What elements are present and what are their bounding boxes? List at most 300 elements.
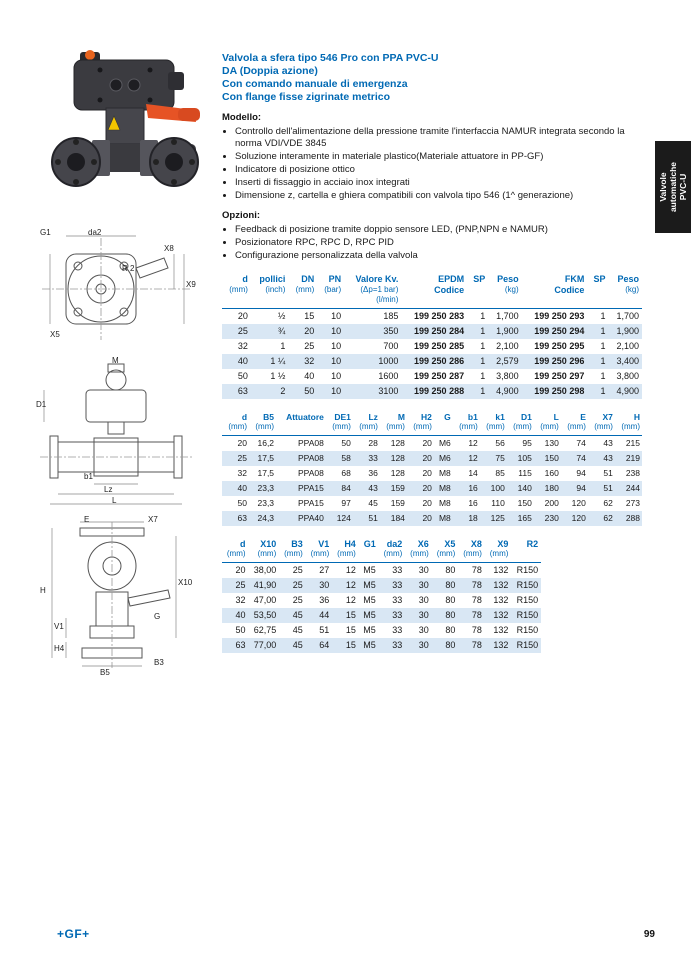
table-cell: 350 <box>383 325 399 336</box>
table-cell: 33 <box>368 452 378 463</box>
table-cell: 10 <box>331 310 342 321</box>
table-cell: 1 <box>600 385 606 396</box>
column-header: Lz (mm) <box>353 412 380 436</box>
dimension-label: B3 <box>154 658 164 667</box>
table-cell: 62 <box>603 497 613 508</box>
table-cell: 38,00 <box>253 564 277 575</box>
table-cell: 80 <box>445 609 456 620</box>
table-cell: 20 <box>422 437 432 448</box>
column-header: Valore Kv. (Δp=1 bar) (l/min) <box>344 274 401 308</box>
table-cell: PPA08 <box>298 437 324 448</box>
table-cell: M5 <box>363 609 376 620</box>
table-cell: 20 <box>237 437 248 448</box>
table-cell: 3100 <box>378 385 399 396</box>
table-cell: 94 <box>576 467 586 478</box>
front-view-graphic <box>36 358 196 510</box>
table-cell: 33 <box>392 579 403 590</box>
dimension-label: G1 <box>40 228 51 237</box>
table-cell: 20 <box>422 512 432 523</box>
column-header: R2 <box>511 539 541 563</box>
table-cell: R150 <box>516 594 539 605</box>
table-cell: 184 <box>390 512 405 523</box>
table-cell: 120 <box>571 497 586 508</box>
table-row <box>222 384 642 399</box>
section-tab-line: automatiche <box>668 161 678 213</box>
table-cell: 12 <box>468 452 478 463</box>
table-row <box>222 638 541 653</box>
bullet-item: • Dimensione z, cartella e ghiera compatibili con valvola tipo 546 (1^ generazione) <box>235 190 642 202</box>
table-cell: 78 <box>471 624 482 635</box>
table-cell: 20 <box>422 452 432 463</box>
table-cell: 128 <box>390 452 405 463</box>
table-cell: 12 <box>468 437 478 448</box>
table-cell: 43 <box>603 437 613 448</box>
page-number: 99 <box>643 929 655 940</box>
table-cell: 215 <box>625 437 640 448</box>
section-tab <box>655 141 691 233</box>
table-cell: 30 <box>418 564 429 575</box>
table-row <box>222 481 642 496</box>
modello-bullet-list <box>222 126 642 202</box>
column-header: M (mm) <box>380 412 407 436</box>
table-cell: 199 250 298 <box>534 385 585 396</box>
table-cell: 64 <box>319 639 330 650</box>
table-cell: 17,5 <box>257 467 275 478</box>
table-cell: 45 <box>292 639 303 650</box>
table-cell: 94 <box>576 482 586 493</box>
table-cell: 199 250 294 <box>534 325 585 336</box>
column-header: DN (mm) <box>288 274 317 308</box>
table-cell: M8 <box>438 497 451 508</box>
table-cell: 77,00 <box>253 639 277 650</box>
table-cell: 15 <box>345 639 356 650</box>
table-cell: 10 <box>331 340 342 351</box>
table-row <box>222 578 541 593</box>
table-cell: 80 <box>445 639 456 650</box>
table-cell: 33 <box>392 609 403 620</box>
table-cell: 33 <box>392 564 403 575</box>
column-header: d (mm) <box>222 539 249 563</box>
dimension-label: b1 <box>84 472 93 481</box>
table-cell: 32 <box>237 467 248 478</box>
table-cell: 199 250 288 <box>414 385 465 396</box>
table-cell: M5 <box>363 579 376 590</box>
table-cell: 45 <box>292 609 303 620</box>
dimension-label: R 2 <box>122 264 135 273</box>
table-cell: 12 <box>345 579 356 590</box>
table-cell: 58 <box>341 452 351 463</box>
bullet-item: • Posizionatore RPC, RPC D, RPC PID <box>235 237 642 249</box>
column-header: d (mm) <box>222 412 249 436</box>
table-cell: 15 <box>345 609 356 620</box>
table-cell: 80 <box>445 594 456 605</box>
table-cell: 199 250 285 <box>414 340 465 351</box>
table-cell: 50 <box>304 385 315 396</box>
table-cell: 78 <box>471 609 482 620</box>
table-cell: 238 <box>625 467 640 478</box>
table-cell: 62,75 <box>253 624 277 635</box>
column-header: G1 <box>359 539 379 563</box>
table-cell: 51 <box>603 467 613 478</box>
opzioni-bullet-list <box>222 224 642 262</box>
table-cell: 150 <box>517 497 532 508</box>
column-header: Attuatore <box>276 412 326 436</box>
table-cell: 68 <box>341 467 351 478</box>
table-cell: R150 <box>516 579 539 590</box>
table-cell: R150 <box>516 639 539 650</box>
table-cell: 100 <box>490 482 505 493</box>
table-cell: 1000 <box>378 355 399 366</box>
table-cell: M6 <box>438 437 451 448</box>
column-header: d (mm) <box>222 274 251 308</box>
table-cell: 140 <box>517 482 532 493</box>
table-cell: 115 <box>518 467 532 478</box>
table-cell: 20 <box>422 497 432 508</box>
table-cell: 30 <box>418 579 429 590</box>
table-row <box>222 511 642 526</box>
table-cell: 288 <box>625 512 640 523</box>
table-cell: 74 <box>576 452 586 463</box>
table-cell: PPA08 <box>298 452 324 463</box>
table-cell: 125 <box>490 512 505 523</box>
column-header: EPDM Codice <box>401 274 467 308</box>
table-cell: 244 <box>625 482 640 493</box>
table-row <box>222 593 541 608</box>
table-cell: 80 <box>445 579 456 590</box>
table-cell: 16 <box>468 482 478 493</box>
table-cell: 63 <box>235 639 246 650</box>
table-cell: 12 <box>345 594 356 605</box>
table-cell: 1 <box>600 340 606 351</box>
dimension-label: X5 <box>50 330 60 339</box>
table-cell: 30 <box>418 639 429 650</box>
bullet-item: • Configurazione personalizzata della valvola <box>235 250 642 262</box>
table-cell: ½ <box>277 310 286 321</box>
table-cell: 20 <box>304 325 315 336</box>
table-cell: 51 <box>603 482 613 493</box>
table-cell: 50 <box>237 370 248 381</box>
table-cell: 40 <box>237 355 248 366</box>
table-cell: 1 <box>600 370 606 381</box>
table-cell: 25 <box>235 579 246 590</box>
table-cell: 159 <box>390 482 405 493</box>
table-cell: 110 <box>491 497 505 508</box>
content-column <box>222 52 642 653</box>
side-view-graphic <box>36 518 196 680</box>
dimension-label: X10 <box>178 578 193 587</box>
table-cell: 1,900 <box>496 325 519 336</box>
dimension-label: H <box>40 586 46 595</box>
table-cell: 15 <box>345 624 356 635</box>
table-cell: ¾ <box>277 325 286 336</box>
table-row <box>222 354 642 369</box>
table-cell: 20 <box>237 310 248 321</box>
dimension-label: Lz <box>104 485 113 494</box>
table-cell: 43 <box>368 482 378 493</box>
table-row <box>222 466 642 481</box>
table-cell: 80 <box>445 624 456 635</box>
table-cell: 132 <box>493 579 509 590</box>
column-header: Peso (kg) <box>488 274 521 308</box>
table-cell: 2,100 <box>616 340 639 351</box>
table-cell: 1,700 <box>496 310 519 321</box>
table-row <box>222 623 541 638</box>
title-line: Valvola a sfera tipo 546 Pro con PPA PVC-U <box>222 52 439 64</box>
table-cell: 16 <box>468 497 478 508</box>
table-cell: 1 <box>480 325 486 336</box>
column-header: G <box>434 412 453 436</box>
column-header: H (mm) <box>615 412 642 436</box>
table-cell: 30 <box>418 609 429 620</box>
table-cell: 1 ¼ <box>270 355 286 366</box>
table-cell: R150 <box>516 609 539 620</box>
column-header: D1 (mm) <box>507 412 534 436</box>
table-cell: 132 <box>493 624 509 635</box>
column-header: E (mm) <box>561 412 588 436</box>
dimension-label: E <box>84 515 90 524</box>
table-row <box>222 339 642 354</box>
column-header: Peso (kg) <box>608 274 642 308</box>
table-cell: PPA40 <box>298 512 324 523</box>
table-cell: 1 <box>600 325 606 336</box>
bullet-item: • Inserti di fissaggio in acciaio inox integrati <box>235 177 642 189</box>
table-row <box>222 308 642 324</box>
dimension-label: X8 <box>164 244 174 253</box>
dimension-label: X9 <box>186 280 196 289</box>
dimension-label: M <box>112 356 119 365</box>
bullet-item: • Feedback di posizione tramite doppio sensore LED, (PNP,NPN e NAMUR) <box>235 224 642 236</box>
dimension-label: L <box>112 496 117 505</box>
table-cell: 4,900 <box>616 385 639 396</box>
table-cell: 78 <box>471 564 482 575</box>
table-cell: 160 <box>544 467 559 478</box>
table-row <box>222 451 642 466</box>
table-cell: 30 <box>319 579 330 590</box>
table-cell: 1 <box>480 355 486 366</box>
table-cell: 128 <box>390 437 405 448</box>
table-cell: 56 <box>495 437 505 448</box>
table-row <box>222 608 541 623</box>
technical-drawing-front-view <box>36 358 196 510</box>
column-header: X6 (mm) <box>405 539 432 563</box>
table-cell: 78 <box>471 639 482 650</box>
table-cell: 30 <box>418 624 429 635</box>
dimension-label: B5 <box>100 668 110 677</box>
dimension-label: da2 <box>88 228 102 237</box>
column-header: L (mm) <box>534 412 561 436</box>
dimension-label: G <box>154 612 161 621</box>
table-cell: M8 <box>438 482 451 493</box>
table-cell: 1 <box>480 340 486 351</box>
table-cell: 230 <box>544 512 559 523</box>
table-cell: 25 <box>237 325 248 336</box>
table-cell: PPA08 <box>298 467 324 478</box>
table-cell: 165 <box>517 512 532 523</box>
column-header: X7 (mm) <box>588 412 615 436</box>
table-cell: 185 <box>383 310 399 321</box>
table-cell: 128 <box>390 467 405 478</box>
table-cell: 25 <box>292 579 303 590</box>
table-cell: 33 <box>392 639 403 650</box>
column-header: FKM Codice <box>522 274 588 308</box>
column-header: B5 (mm) <box>249 412 276 436</box>
table-cell: 199 250 287 <box>414 370 465 381</box>
column-header: PN (bar) <box>317 274 344 308</box>
bullet-item: • Soluzione interamente in materiale plastico(Materiale attuatore in PP-GF) <box>235 151 642 163</box>
table-cell: 150 <box>544 452 559 463</box>
table-cell: 51 <box>368 512 378 523</box>
column-header: V1 (mm) <box>306 539 333 563</box>
table-cell: 200 <box>544 497 559 508</box>
table-cell: 24,3 <box>257 512 275 523</box>
table-cell: 1,900 <box>616 325 639 336</box>
table-cell: PPA15 <box>298 497 324 508</box>
dimensions-table-2 <box>222 539 541 653</box>
title-line: DA (Doppia azione) <box>222 65 318 77</box>
table-cell: 132 <box>493 639 509 650</box>
table-row <box>222 324 642 339</box>
table-cell: 36 <box>368 467 378 478</box>
table-cell: 84 <box>341 482 351 493</box>
table-cell: 45 <box>368 497 378 508</box>
table-cell: R150 <box>516 624 539 635</box>
table-cell: 50 <box>341 437 351 448</box>
table-cell: 25 <box>292 564 303 575</box>
table-cell: 1 <box>480 310 486 321</box>
table-row <box>222 435 642 451</box>
table-cell: 33 <box>392 624 403 635</box>
table-cell: 159 <box>390 497 405 508</box>
product-photo <box>50 50 202 196</box>
table-row <box>222 369 642 384</box>
technical-drawing-side-view <box>36 515 196 680</box>
table-row <box>222 496 642 511</box>
table-cell: 75 <box>495 452 505 463</box>
gf-logo: +GF+ <box>57 927 90 941</box>
table-cell: 199 250 286 <box>414 355 465 366</box>
table-cell: 199 250 296 <box>534 355 585 366</box>
table-cell: 40 <box>304 370 315 381</box>
table-cell: 23,3 <box>257 497 275 508</box>
bullet-item: • Controllo dell'alimentazione della pressione tramite l'interfaccia NAMUR integrata secondo la norma VDI/VDE 3845 <box>235 126 642 150</box>
table-cell: 53,50 <box>253 609 277 620</box>
table-cell: 1 <box>600 310 606 321</box>
table-cell: 1 <box>480 370 486 381</box>
table-cell: 20 <box>422 482 432 493</box>
table-cell: 50 <box>235 624 246 635</box>
column-header: k1 (mm) <box>480 412 507 436</box>
table-cell: 78 <box>471 594 482 605</box>
table-cell: 17,5 <box>257 452 275 463</box>
table-row <box>222 562 541 578</box>
table-cell: 199 250 297 <box>534 370 585 381</box>
table-cell: 41,90 <box>253 579 277 590</box>
table-cell: 14 <box>468 467 478 478</box>
table-cell: M5 <box>363 564 376 575</box>
table-cell: 25 <box>237 452 248 463</box>
table-cell: M8 <box>438 467 451 478</box>
column-header: X8 (mm) <box>458 539 485 563</box>
opzioni-heading: Opzioni: <box>222 210 260 221</box>
table-cell: 132 <box>493 609 509 620</box>
table-cell: 1 <box>280 340 286 351</box>
dimension-label: X7 <box>148 515 158 524</box>
table-cell: 4,900 <box>496 385 519 396</box>
table-cell: R150 <box>516 564 539 575</box>
table-cell: 50 <box>237 497 248 508</box>
table-cell: 10 <box>331 355 342 366</box>
table-cell: 2,579 <box>496 355 519 366</box>
table-cell: 78 <box>471 579 482 590</box>
table-cell: 12 <box>345 564 356 575</box>
table-cell: 180 <box>544 482 559 493</box>
table-cell: M5 <box>363 624 376 635</box>
table-cell: 80 <box>445 564 456 575</box>
table-cell: 27 <box>319 564 330 575</box>
table-cell: 1 <box>600 355 606 366</box>
dimension-label: H4 <box>54 644 65 653</box>
table-cell: 32 <box>235 594 246 605</box>
table-cell: 3,800 <box>496 370 519 381</box>
table-cell: 74 <box>576 437 586 448</box>
column-header: b1 (mm) <box>453 412 480 436</box>
section-tab-line: PVC-U <box>678 173 688 201</box>
section-tab-label <box>655 141 691 233</box>
table-cell: 20 <box>422 467 432 478</box>
section-tab-line: Valvole <box>658 172 668 202</box>
table-cell: 63 <box>237 512 248 523</box>
table-cell: PPA15 <box>298 482 324 493</box>
dimension-label: D1 <box>36 400 47 409</box>
product-title <box>222 52 642 104</box>
table-cell: M8 <box>438 512 451 523</box>
valve-photo-graphic <box>50 50 202 196</box>
table-cell: 45 <box>292 624 303 635</box>
column-header: da2 (mm) <box>379 539 406 563</box>
table-cell: 10 <box>331 385 342 396</box>
table-cell: 105 <box>517 452 532 463</box>
column-header: X5 (mm) <box>432 539 459 563</box>
table-cell: 30 <box>418 594 429 605</box>
table-cell: 44 <box>319 609 330 620</box>
table-cell: 10 <box>331 325 342 336</box>
table-cell: 40 <box>237 482 248 493</box>
column-header: X9 (mm) <box>485 539 512 563</box>
table-cell: 25 <box>292 594 303 605</box>
table-cell: 43 <box>603 452 613 463</box>
technical-drawing-top-view <box>36 228 196 346</box>
table-cell: 124 <box>336 512 351 523</box>
table-cell: 97 <box>341 497 351 508</box>
table-cell: 36 <box>319 594 330 605</box>
dimensions-table-1 <box>222 412 642 526</box>
column-header: B3 (mm) <box>279 539 306 563</box>
title-line: Con comando manuale di emergenza <box>222 78 408 90</box>
column-header: pollici (inch) <box>251 274 289 308</box>
table-cell: 63 <box>237 385 248 396</box>
table-cell: 132 <box>493 594 509 605</box>
bullet-item: • Indicatore di posizione ottico <box>235 164 642 176</box>
table-cell: 273 <box>625 497 640 508</box>
table-cell: 2,100 <box>496 340 519 351</box>
table-cell: 47,00 <box>253 594 277 605</box>
column-header: X10 (mm) <box>249 539 280 563</box>
table-cell: M5 <box>363 639 376 650</box>
table-cell: 199 250 293 <box>534 310 585 321</box>
table-cell: 1,700 <box>616 310 639 321</box>
table-cell: 20 <box>235 564 246 575</box>
table-cell: 25 <box>304 340 315 351</box>
